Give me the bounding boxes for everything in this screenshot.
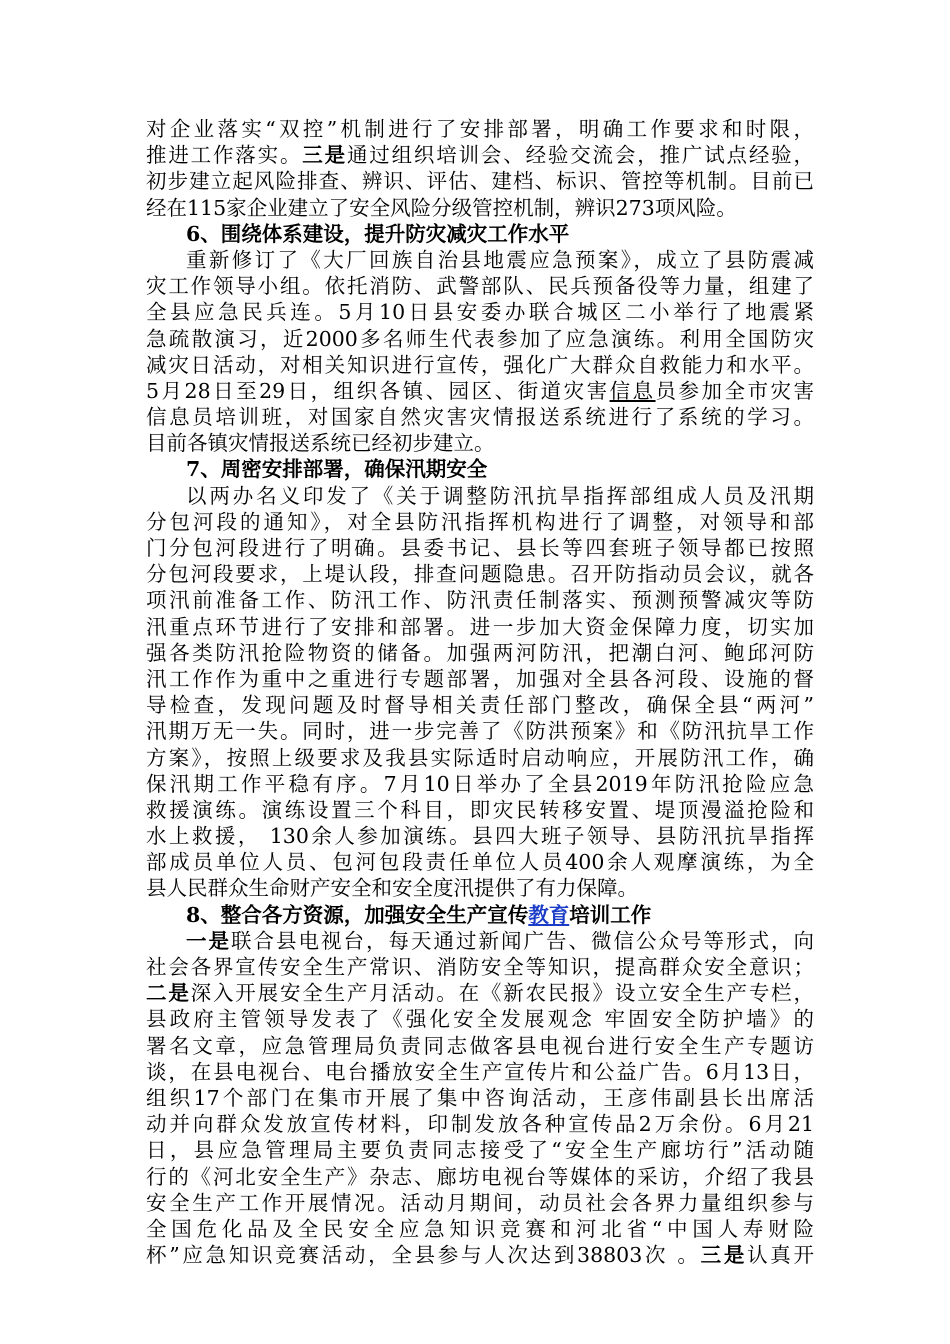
text-run: 联合县电视台，每天通过新闻广告、微信公众号等形式，向	[231, 928, 814, 953]
text-line: 项汛前准备工作、防汛工作、防汛责任制落实、预测预警减灾等防	[146, 588, 814, 613]
text-line: 目前各镇灾情报送系统已经初步建立。	[146, 431, 495, 456]
text-line: 社会各界宣传安全生产常识、消防安全等知识，提高群众安全意识；	[146, 955, 814, 979]
text-line: 部成员单位人员、包河包段责任单位人员400余人观摩演练，为全	[146, 850, 814, 875]
text-line: 门分包河段进行了明确。县委书记、县长等四套班子领导都已按照	[146, 536, 814, 560]
paragraph-double-control	[146, 116, 814, 221]
document-page	[146, 116, 814, 1268]
heading-text: 8、整合各方资源，加强安全生产宣传	[186, 902, 529, 927]
paragraph-flood-season	[146, 483, 814, 902]
text-line	[146, 980, 814, 1006]
text-line: 组织17个部门在集市开展了集中咨询活动，王彦伟副县长出席活	[146, 1085, 814, 1110]
text-line	[146, 142, 814, 168]
text-line: 保汛期工作平稳有序。7月10日举办了全县2019年防汛抢险应急	[146, 771, 814, 796]
text-line: 谈，在县电视台、电台播放安全生产宣传片和公益广告。6月13日，	[146, 1059, 814, 1084]
text-line: 县政府主管领导发表了《强化安全发展观念 牢固安全防护墙》的	[146, 1007, 814, 1032]
text-line: 水上救援， 130余人参加演练。县四大班子领导、县防汛抗旱指挥	[146, 824, 814, 849]
education-link[interactable]: 教育	[528, 902, 570, 927]
text-line: 县人民群众生命财产安全和安全度汛提供了有力保障。	[146, 876, 638, 901]
section-heading-8	[146, 902, 814, 928]
text-line: 减灾日活动，对相关知识进行宣传，强化广大群众自救能力和水平。	[146, 352, 814, 377]
text-run: 杯”应急知识竞赛活动，全县参与人次达到38803次 。	[146, 1243, 701, 1268]
text-line: 信息员培训班，对国家自然灾害灾情报送系统进行了系统的学习。	[146, 405, 814, 430]
section-heading-6: 6、围绕体系建设，提升防灾减灾工作水平	[186, 221, 570, 246]
text-line: 初步建立起风险排查、辨识、评估、建档、标识、管控等机制。目前已	[146, 169, 814, 194]
text-line: 全县应急民兵连。5月10日县安委办联合城区二小举行了地震紧	[146, 300, 814, 325]
text-line: 行的《河北安全生产》杂志、廊坊电视台等媒体的采访，介绍了我县	[146, 1164, 814, 1189]
bold-run: 一是	[186, 928, 231, 953]
section-heading-7: 7、周密安排部署，确保汛期安全	[186, 457, 488, 482]
bold-run: 三是	[302, 143, 347, 168]
text-line: 动并向群众发放宣传材料，印制发放各种宣传品2万余份。6月21	[146, 1112, 814, 1137]
text-run: 推进工作落实。	[146, 143, 303, 168]
text-line: 汛期万无一失。同时，进一步完善了《防洪预案》和《防汛抗旱工作	[146, 719, 814, 744]
text-run: 深入开展安全生产月活动。在《新农民报》设立安全生产专栏，	[190, 981, 814, 1006]
text-line: 重新修订了《大厂回族自治县地震应急预案》，成立了县防震减	[186, 247, 814, 272]
paragraph-disaster-prevention	[146, 247, 814, 457]
text-line: 方案》，按照上级要求及我县实际适时启动响应，开展防汛工作，确	[146, 745, 814, 770]
text-run: 5月28日至29日，组织各镇、园区、街道灾害	[146, 378, 610, 403]
bold-run: 三是	[700, 1243, 748, 1268]
text-line: 以两办名义印发了《关于调整防汛抗旱指挥部组成人员及汛期	[186, 483, 814, 508]
text-line: 汛重点环节进行了安排和部署。进一步加大资金保障力度，切实加	[146, 614, 814, 639]
underlined-run: 信息	[609, 378, 656, 403]
text-line: 救援演练。演练设置三个科目，即灾民转移安置、堤顶漫溢抢险和	[146, 797, 814, 822]
text-line: 灾工作领导小组。依托消防、武警部队、民兵预备役等力量，组建了	[146, 274, 814, 299]
bold-run: 二是	[146, 981, 191, 1006]
text-line: 强各类防汛抢险物资的储备。加强两河防汛，把潮白河、鲍邱河防	[146, 640, 814, 665]
text-line: 导检查，发现问题及时督导相关责任部门整改，确保全县“两河”	[146, 693, 814, 718]
text-run: 认真开	[747, 1243, 815, 1268]
text-line: 日，县应急管理局主要负责同志接受了“安全生产廊坊行”活动随	[146, 1138, 814, 1163]
text-line	[146, 928, 814, 954]
text-line: 汛工作作为重中之重进行专题部署，加强对全县各河段、设施的督	[146, 666, 814, 691]
text-run: 通过组织培训会、经验交流会，推广试点经验，	[346, 143, 815, 168]
text-line: 急疏散演习，近2000多名师生代表参加了应急演练。利用全国防灾	[146, 326, 814, 351]
text-line: 分包河段的通知》，对全县防汛指挥机构进行了调整，对领导和部	[146, 509, 814, 534]
text-line	[146, 1242, 814, 1268]
text-line: 分包河段要求，上堤认段，排查问题隐患。召开防指动员会议，就各	[146, 562, 814, 587]
text-line	[146, 378, 814, 404]
text-line: 经在115家企业建立了安全风险分级管控机制，辨识273项风险。	[146, 195, 737, 220]
paragraph-safety-publicity	[146, 928, 814, 1268]
text-line: 署名文章，应急管理局负责同志做客县电视台进行安全生产专题访	[146, 1033, 814, 1058]
text-line: 安全生产工作开展情况。活动月期间，动员社会各界力量组织参与	[146, 1190, 814, 1215]
text-line: 全国危化品及全民安全应急知识竞赛和河北省“中国人寿财险	[146, 1216, 814, 1241]
heading-text: 培训工作	[569, 902, 652, 927]
text-run: 员参加全市灾害	[655, 378, 814, 403]
text-line: 对企业落实“双控”机制进行了安排部署，明确工作要求和时限，	[146, 117, 814, 141]
